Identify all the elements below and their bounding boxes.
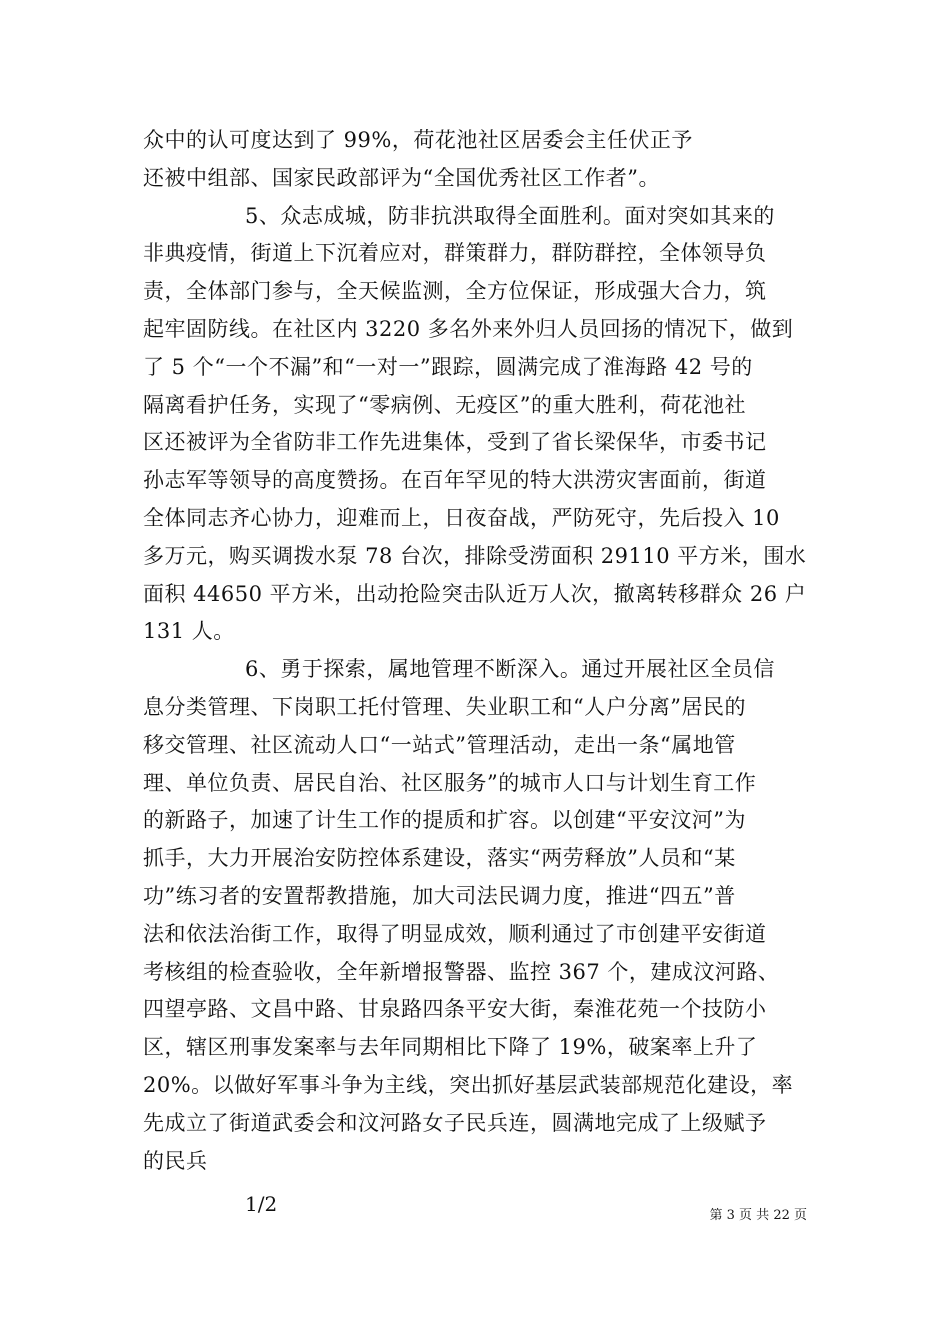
text-line: 了 5 个“一个不漏”和“一对一”跟踪，圆满完成了淮海路 42 号的 [143, 354, 753, 379]
text-line: 法和依法治街工作，取得了明显成效，顺利通过了市创建平安街道 [143, 921, 767, 946]
text-line: 功”练习者的安置帮教措施，加大司法民调力度，推进“四五”普 [143, 884, 736, 908]
text-line: 孙志军等领导的高度赞扬。在百年罕见的特大洪涝灾害面前，街道 [143, 468, 767, 493]
text-line: 区，辖区刑事发案率与去年同期相比下降了 19%，破案率上升了 [143, 1035, 758, 1060]
text-line: 理、单位负责、居民自治、社区服务”的城市人口与计划生育工作 [143, 770, 757, 795]
text-line: 还被中组部、国家民政部评为“全国优秀社区工作者”。 [143, 165, 660, 190]
text-line: 20%。以做好军事斗争为主线，突出抓好基层武装部规范化建设，率 [143, 1073, 794, 1097]
text-line: 非典疫情，街道上下沉着应对，群策群力，群防群控，全体领导负 [143, 241, 767, 266]
text-line: 多万元，购买调拨水泵 78 台次，排除受涝面积 29110 平方米，围水 [143, 543, 807, 568]
text-line: 抓手，大力开展治安防控体系建设，落实“两劳释放”人员和“某 [143, 846, 736, 871]
text-line: 考核组的检查验收，全年新增报警器、监控 367 个，建成汶河路、 [143, 959, 780, 984]
text-line: 移交管理、社区流动人口“一站式”管理活动，走出一条“属地管 [143, 732, 736, 757]
text-line: 全体同志齐心协力，迎难而上，日夜奋战，严防死守，先后投入 10 [143, 506, 780, 530]
text-line: 131 人。 [143, 619, 235, 644]
text-line: 面积 44650 平方米，出动抢险突击队近万人次，撤离转移群众 26 户 [143, 581, 807, 606]
text-line: 区还被评为全省防非工作先进集体，受到了省长梁保华，市委书记 [143, 430, 767, 455]
page-footer: 第 3 页 共 22 页 [709, 1208, 807, 1223]
page-fraction: 1/2 [245, 1192, 278, 1216]
text-line: 的新路子，加速了计生工作的提质和扩容。以创建“平安汶河”为 [143, 808, 746, 833]
text-line: 众中的认可度达到了 99%，荷花池社区居委会主任伏正予 [143, 128, 693, 152]
text-line: 息分类管理、下岗职工托付管理、失业职工和“人户分离”居民的 [143, 695, 746, 719]
text-line: 的民兵 [143, 1148, 208, 1173]
text-line: 隔离看护任务，实现了“零病例、无疫区”的重大胜利，荷花池社 [143, 392, 746, 417]
text-line: 先成立了街道武委会和汶河路女子民兵连，圆满地完成了上级赋予 [143, 1110, 767, 1135]
text-line: 责，全体部门参与，全天候监测，全方位保证，形成强大合力，筑 [143, 279, 767, 304]
text-line: 起牢固防线。在社区内 3220 多名外来外归人员回扬的情况下，做到 [143, 317, 794, 341]
paragraph-5-heading-line: 5、众志成城，防非抗洪取得全面胜利。面对突如其来的 [245, 203, 775, 228]
paragraph-6-heading-line: 6、勇于探索，属地管理不断深入。通过开展社区全员信 [245, 657, 775, 682]
text-line: 四望亭路、文昌中路、甘泉路四条平安大街，秦淮花苑一个技防小 [143, 997, 767, 1022]
